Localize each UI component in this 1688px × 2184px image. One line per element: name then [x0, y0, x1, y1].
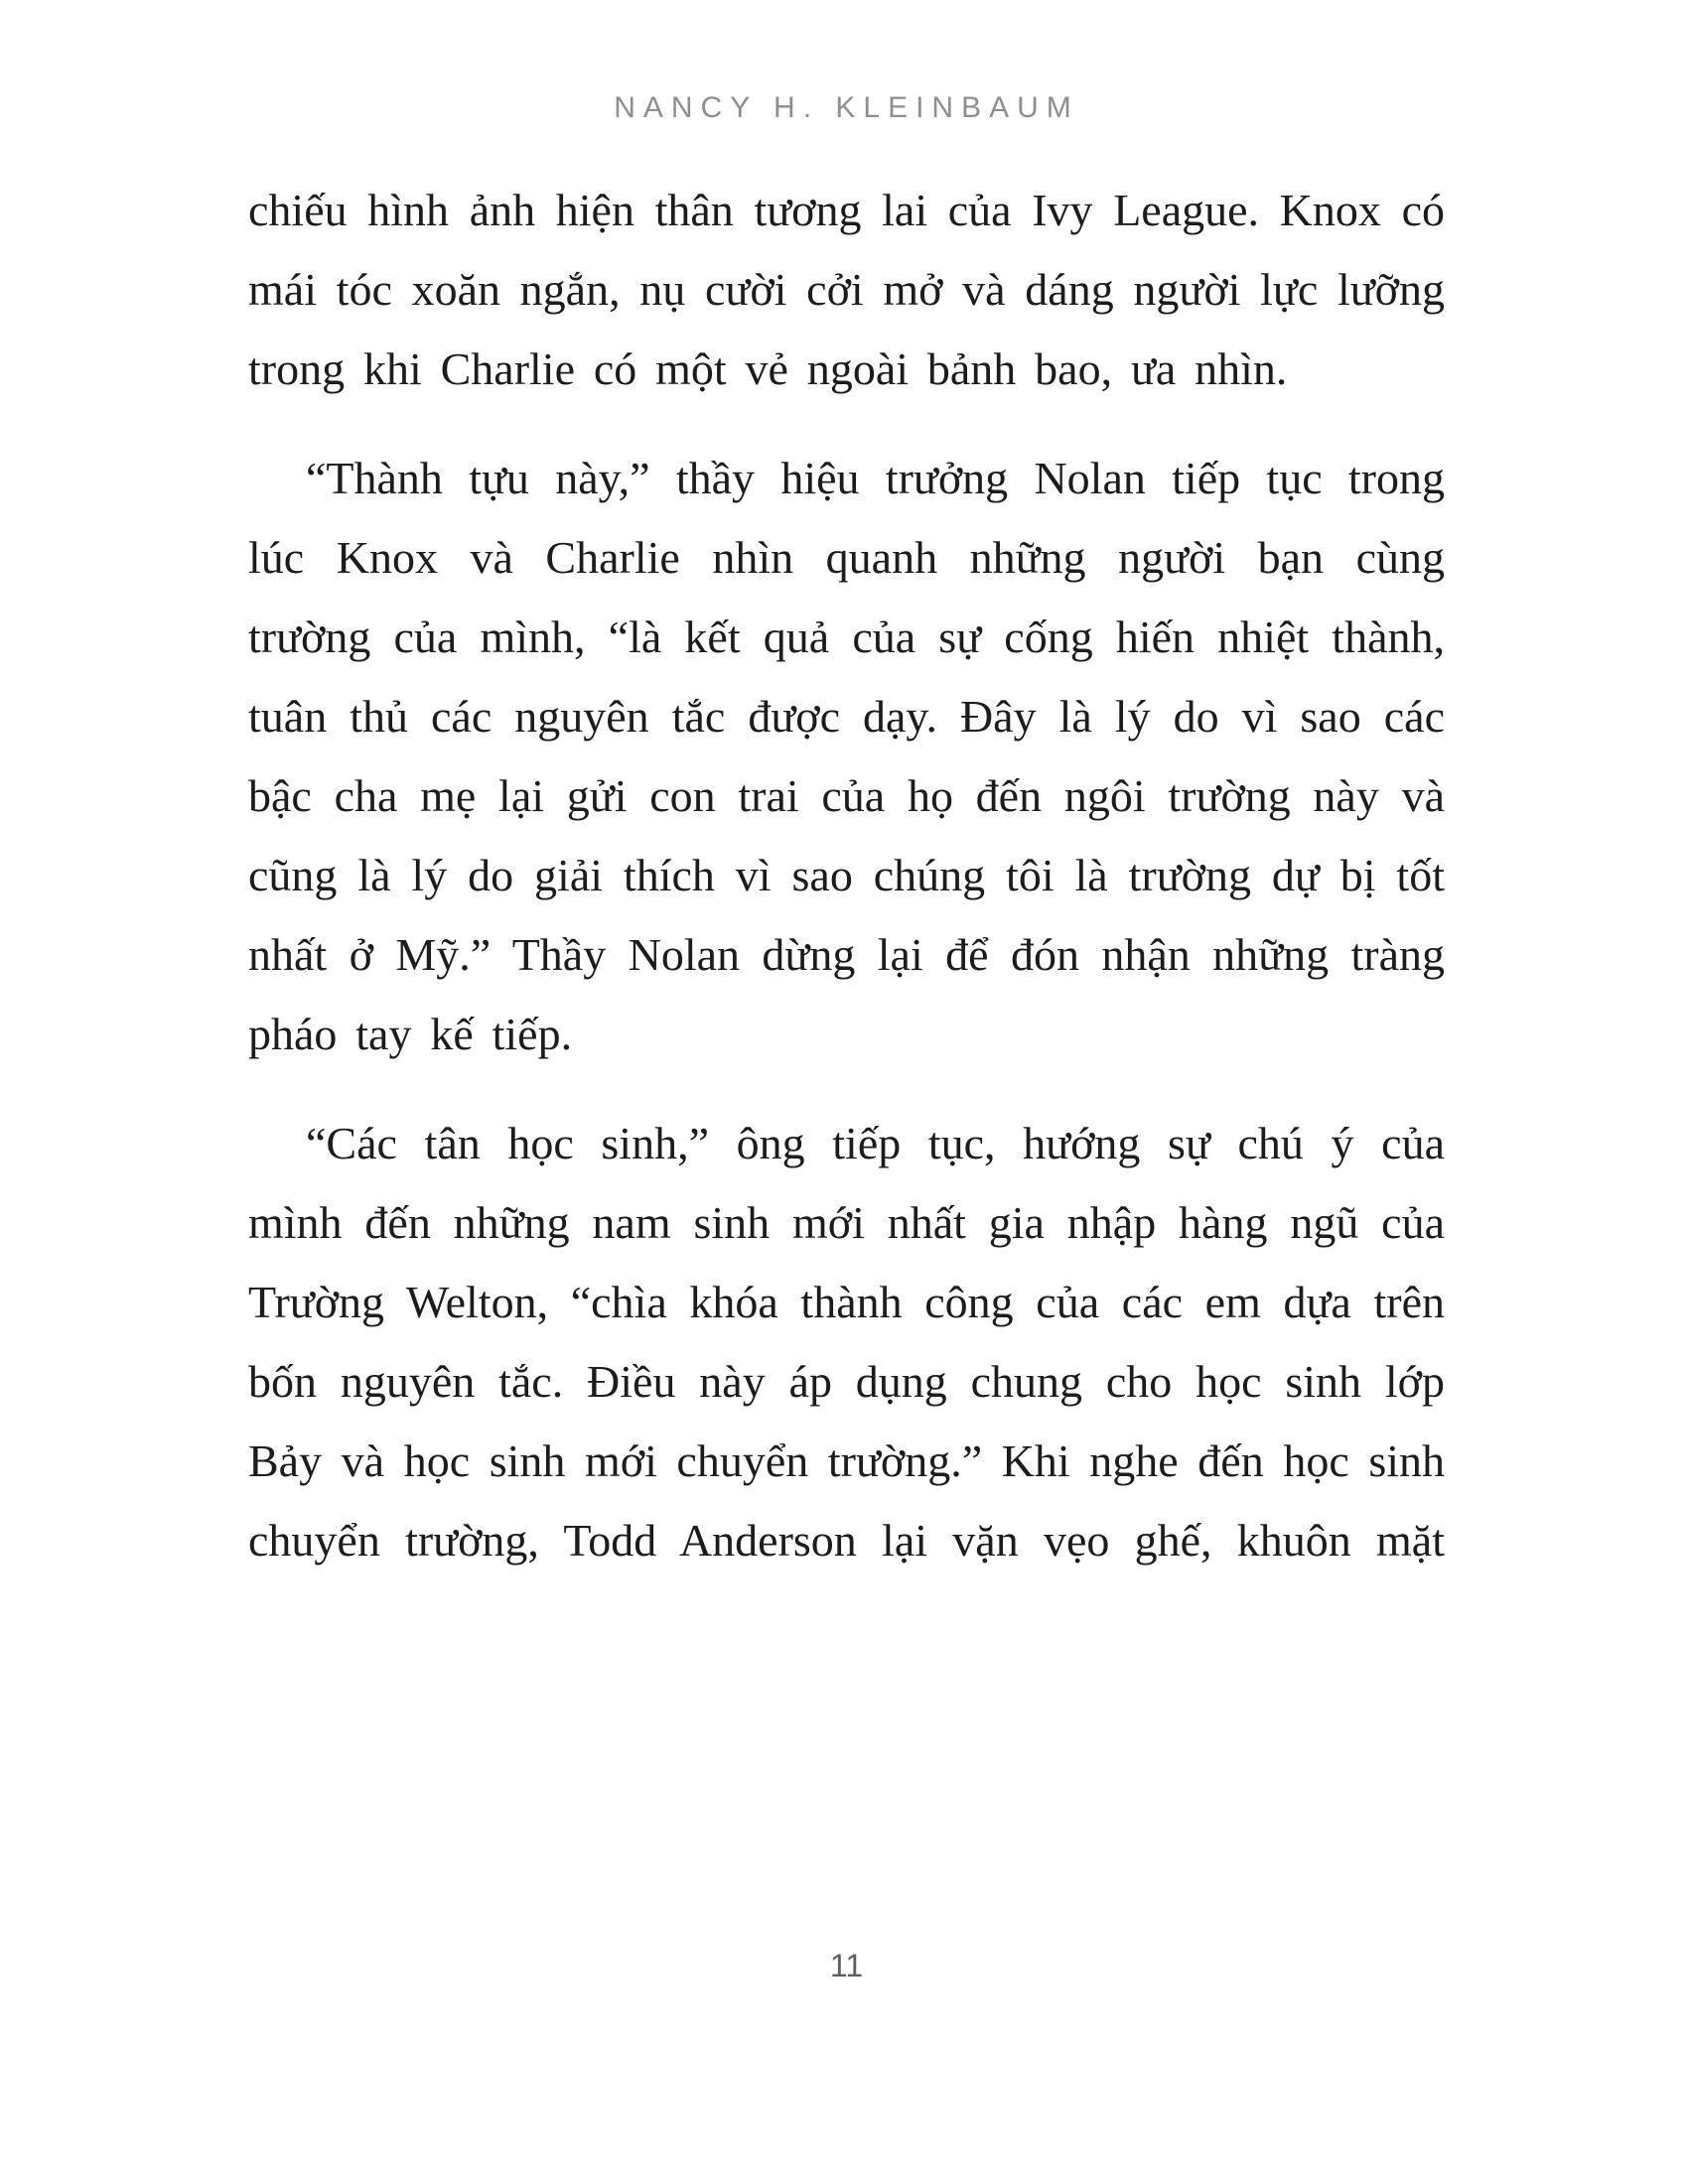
running-header	[248, 91, 1445, 125]
body-text	[248, 171, 1445, 1580]
page-number: 11	[829, 1948, 864, 1983]
author-name: NANCY H. KLEINBAUM	[614, 91, 1079, 124]
body-paragraph: “Các tân học sinh,” ông tiếp tục, hướng sự chú ý của mình đến những nam sinh mới nhất gia nhập hàng ngũ của Trường Welton, “chìa khóa thành công của các em dựa trên bốn nguyên tắc. Điều này áp dụng chung cho học sinh lớp Bảy và học sinh mới chuyển trường.” Khi nghe đến học sinh chuyển trường, Todd Anderson lại vặn vẹo ghế, khuôn mặt	[248, 1118, 1445, 1566]
page-footer	[248, 1948, 1445, 1984]
body-paragraph: “Thành tựu này,” thầy hiệu trưởng Nolan tiếp tục trong lúc Knox và Charlie nhìn quanh những người bạn cùng trường của mình, “là kết quả của sự cống hiến nhiệt thành, tuân thủ các nguyên tắc được dạy. Đây là lý do vì sao các bậc cha mẹ lại gửi con trai của họ đến ngôi trường này và cũng là lý do giải thích vì sao chúng tôi là trường dự bị tốt nhất ở Mỹ.” Thầy Nolan dừng lại để đón nhận những tràng pháo tay kế tiếp.	[248, 453, 1445, 1059]
body-paragraph: chiếu hình ảnh hiện thân tương lai của Ivy League. Knox có mái tóc xoăn ngắn, nụ cười cởi mở và dáng người lực lưỡng trong khi Charlie có một vẻ ngoài bảnh bao, ưa nhìn.	[248, 185, 1445, 394]
